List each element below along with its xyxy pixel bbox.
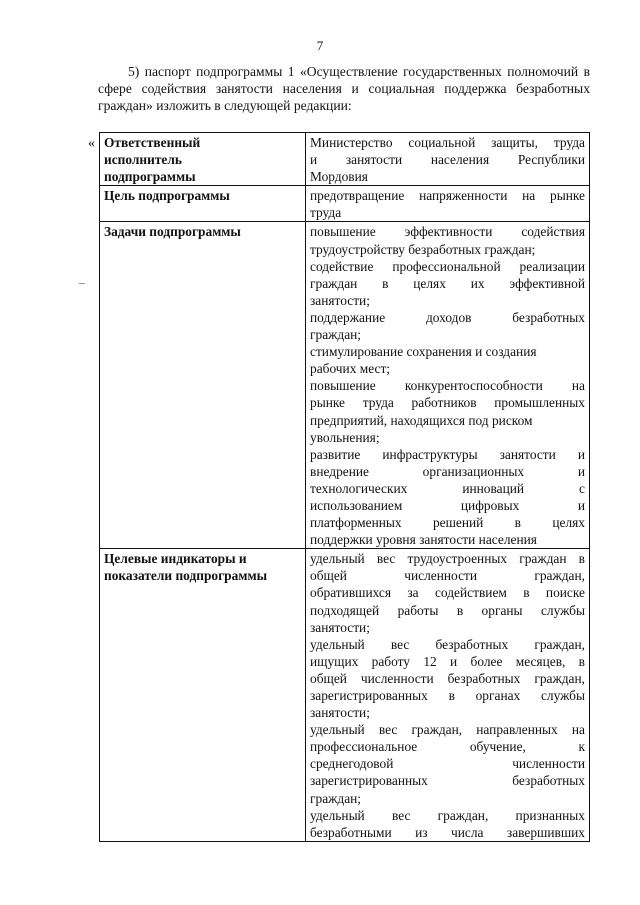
row-value-line: общей численности граждан, bbox=[310, 568, 585, 584]
page-number: 7 bbox=[316, 38, 324, 53]
row-value-line: общей численности безработных граждан, bbox=[310, 670, 585, 686]
row-value-line: среднегодовой численности bbox=[310, 756, 585, 772]
row-value-line: профессиональное обучение, к bbox=[310, 739, 585, 755]
row-label-line: Цель подпрограммы bbox=[104, 188, 230, 204]
row-label-line: подпрограммы bbox=[104, 169, 196, 185]
row-value-cell bbox=[306, 133, 590, 186]
row-tasks bbox=[100, 222, 590, 549]
row-label-line: показатели подпрограммы bbox=[104, 568, 268, 584]
row-value-line: предприятий, находящихся под риском bbox=[310, 412, 533, 428]
row-value-line: трудоустройству безработных граждан; bbox=[310, 241, 536, 257]
row-value-line: рабочих мест; bbox=[310, 361, 391, 377]
row-value-line: поддержки уровня занятости населения bbox=[310, 532, 537, 548]
row-target-indicators bbox=[100, 549, 590, 842]
row-value-line: содействие профессиональной реализации bbox=[310, 258, 585, 274]
row-value-line: повышение эффективности содействия bbox=[310, 224, 585, 240]
row-value-line: увольнения; bbox=[310, 429, 380, 445]
intro-paragraph: 5) паспорт подпрограммы 1 «Осуществление государственных полномочий в сфере содействия занятости населения и социальная поддержка безработных граждан» изложить в следующей редакции: bbox=[98, 64, 590, 113]
row-value-line: граждан в целях их эффективной bbox=[310, 275, 585, 291]
row-value-line: стимулирование сохранения и создания bbox=[310, 344, 537, 360]
row-value-line: ищущих работу 12 и более месяцев, в bbox=[310, 653, 585, 669]
scan-artifact bbox=[79, 283, 85, 284]
row-value-line: внедрение организационных и bbox=[310, 463, 585, 479]
row-value-cell bbox=[306, 549, 590, 842]
row-value-line: граждан; bbox=[310, 790, 362, 806]
row-label-cell bbox=[100, 133, 306, 186]
row-value-line: развитие инфраструктуры занятости и bbox=[310, 446, 585, 462]
row-value-line: поддержание доходов безработных bbox=[310, 309, 585, 325]
row-value-line: зарегистрированных безработных bbox=[310, 773, 585, 789]
row-value-line: занятости; bbox=[310, 619, 370, 635]
row-value-line: удельный вес граждан, признанных bbox=[310, 807, 585, 823]
row-label-cell bbox=[100, 549, 306, 842]
row-value-cell bbox=[306, 222, 590, 549]
subprogram-passport-table bbox=[99, 132, 590, 842]
row-label-line: Целевые индикаторы и bbox=[104, 551, 247, 567]
row-value-line: рынке труда работников промышленных bbox=[310, 395, 585, 411]
row-value-line: предотвращение напряженности на рынке bbox=[310, 188, 585, 204]
row-value-line: удельный вес граждан, направленных на bbox=[310, 722, 585, 738]
row-value-line: повышение конкурентоспособности на bbox=[310, 378, 585, 394]
row-label-cell bbox=[100, 222, 306, 549]
row-value-line: обратившихся за содействием в поиске bbox=[310, 585, 585, 601]
row-responsible-executor bbox=[100, 133, 590, 186]
row-label-line: Ответственный bbox=[104, 135, 201, 150]
row-value-line: занятости; bbox=[310, 292, 370, 308]
row-label-line: Задачи подпрограммы bbox=[104, 224, 241, 240]
row-value-line: труда bbox=[310, 205, 342, 221]
row-value-line: удельный вес безработных граждан, bbox=[310, 636, 585, 652]
row-value-line: удельный вес трудоустроенных граждан в bbox=[310, 551, 585, 567]
row-value-line: технологических инноваций с bbox=[310, 480, 585, 496]
row-value-line: безработными из числа завершивших bbox=[310, 824, 585, 840]
row-goal bbox=[100, 186, 590, 222]
row-value-cell bbox=[306, 186, 590, 222]
row-value-line: зарегистрированных в органах службы bbox=[310, 688, 585, 703]
row-value-line: платформенных решений в целях bbox=[310, 515, 585, 531]
passport-table-body bbox=[100, 133, 590, 842]
row-value-line: Мордовия bbox=[310, 169, 368, 185]
row-value-line: и занятости населения Республики bbox=[310, 152, 585, 168]
row-label-cell bbox=[100, 186, 306, 222]
row-value-line: Министерство социальной защиты, труда bbox=[310, 135, 585, 150]
row-value-line: занятости; bbox=[310, 705, 370, 721]
row-label-line: исполнитель bbox=[104, 152, 182, 168]
row-value-line: граждан; bbox=[310, 327, 362, 343]
row-value-line: использованием цифровых и bbox=[310, 497, 585, 513]
row-value-line: подходящей работы в органы службы bbox=[310, 602, 585, 618]
opening-quote-mark: « bbox=[88, 136, 95, 151]
